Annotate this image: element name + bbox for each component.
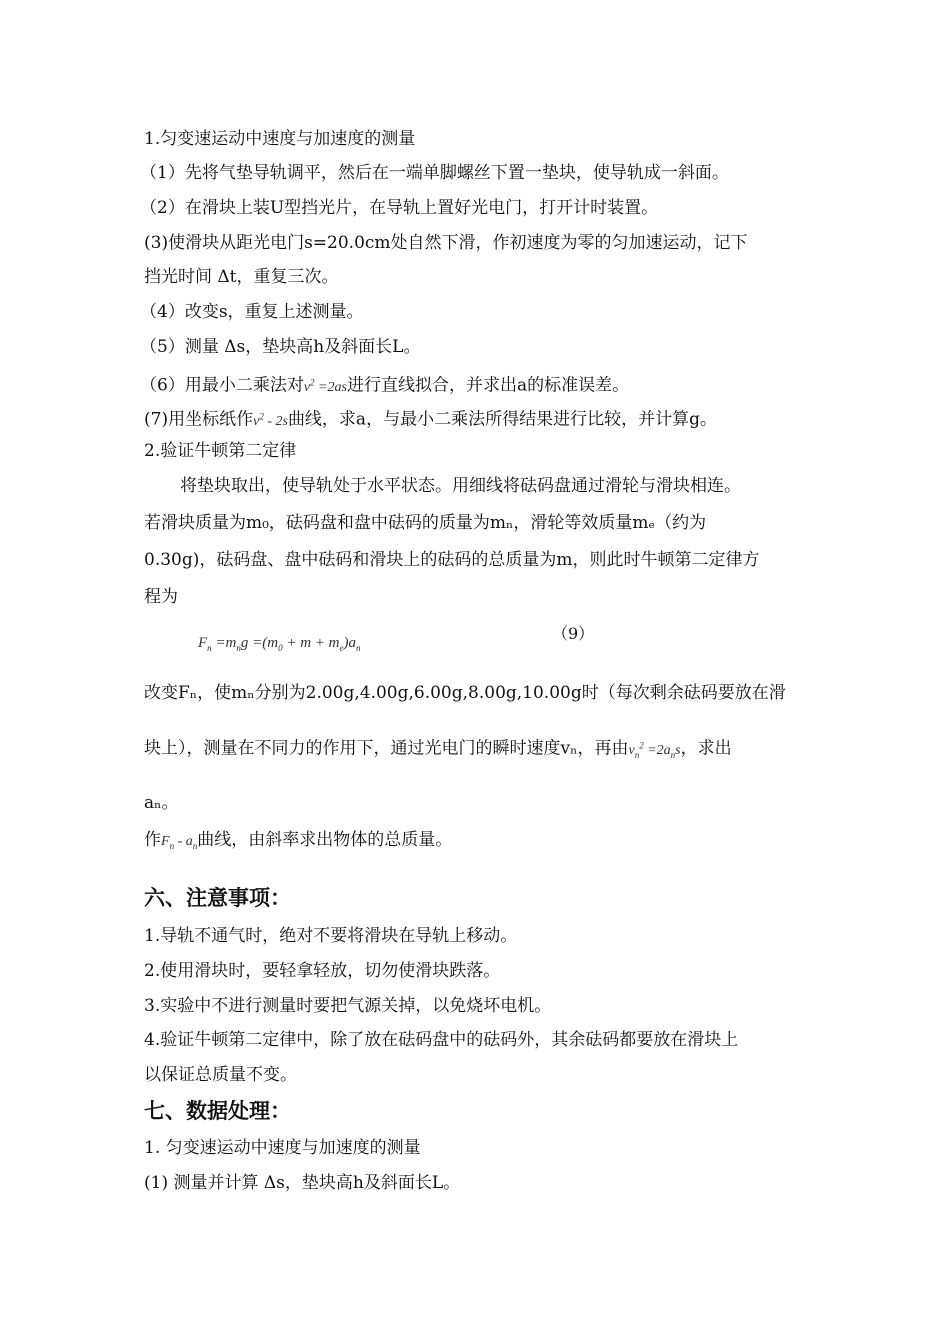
note-4-cont: 以保证总质量不变。 xyxy=(144,1065,297,1085)
heading-notes: 六、注意事项： xyxy=(144,886,291,910)
para-newton-4: 程为 xyxy=(144,587,178,607)
para-fn-an-text-a: 作 xyxy=(144,830,161,850)
step-1: （1）先将气垫导轨调平，然后在一端单脚螺丝下置一垫块，使导轨成一斜面。 xyxy=(140,163,729,183)
data-1-step-1: (1) 测量并计算 Δs，垫块高h及斜面长L。 xyxy=(144,1173,461,1193)
section-1-title: 1.匀变速运动中速度与加速度的测量 xyxy=(144,129,416,149)
formula-vn2-2an-s: $v_n^2 =2a_ns$ xyxy=(628,740,681,760)
para-newton-1: 将垫块取出，使导轨处于水平状态。用细线将砝码盘通过滑轮与滑块相连。 xyxy=(180,476,741,496)
section-2-title: 2.验证牛顿第二定律 xyxy=(144,441,297,461)
step-6 xyxy=(140,370,629,400)
note-3: 3.实验中不进行测量时要把气源关掉，以免烧坏电机。 xyxy=(144,996,552,1016)
step-7 xyxy=(144,404,717,434)
note-1: 1.导轨不通气时，绝对不要将滑块在导轨上移动。 xyxy=(144,926,518,946)
heading-data-processing: 七、数据处理： xyxy=(144,1099,291,1123)
note-4: 4.验证牛顿第二定律中，除了放在砝码盘中的砝码外，其余砝码都要放在滑块上 xyxy=(144,1030,739,1050)
para-newton-3: 0.30g)，砝码盘、盘中砝码和滑块上的砝码的总质量为m，则此时牛顿第二定律方 xyxy=(144,550,760,570)
step-6-text-a: （6）用最小二乘法对 xyxy=(140,375,304,396)
step-7-text-b: 曲线，求a，与最小二乘法所得结果进行比较，并计算g。 xyxy=(287,409,717,430)
para-newton-2: 若滑块质量为m₀，砝码盘和盘中砝码的质量为mₙ，滑轮等效质量mₑ（约为 xyxy=(144,513,707,533)
para-fn-an-text-b: 曲线，由斜率求出物体的总质量。 xyxy=(197,830,453,850)
data-1-title: 1. 匀变速运动中速度与加速度的测量 xyxy=(144,1138,421,1158)
step-2: （2）在滑块上装U型挡光片，在导轨上置好光电门，打开计时装置。 xyxy=(140,198,659,218)
para-measure-v xyxy=(144,733,732,766)
step-3-cont: 挡光时间 Δt，重复三次。 xyxy=(144,267,339,287)
para-fn-an xyxy=(144,828,452,858)
step-3: (3)使滑块从距光电门s=20.0cm处自然下滑，作初速度为零的匀加速运动，记下 xyxy=(144,233,748,253)
step-5: （5）测量 Δs，垫块高h及斜面长L。 xyxy=(140,337,421,357)
step-7-text-a: (7)用坐标纸作 xyxy=(144,409,254,430)
para-an: aₙ。 xyxy=(144,793,179,813)
step-6-text-b: 进行直线拟合，并求出a的标准误差。 xyxy=(346,375,630,396)
para-measure-v-text-b: ，求出 xyxy=(680,738,732,759)
formula-v2-2as: $v^2 =2as$ xyxy=(303,377,347,395)
step-4: （4）改变s，重复上述测量。 xyxy=(140,302,364,322)
para-change-fn: 改变Fₙ，使mₙ分别为2.00g,4.00g,6.00g,8.00g,10.00g时（每次剩余砝码要放在滑 xyxy=(144,683,786,703)
note-2: 2.使用滑块时，要轻拿轻放，切勿使滑块跌落。 xyxy=(144,961,501,981)
formula-fn-an: $F_n - a_n$ xyxy=(161,834,198,851)
para-measure-v-text-a: 块上），测量在不同力的作用下，通过光电门的瞬时速度vₙ，再由 xyxy=(144,738,629,759)
formula-newton-eq: $F_n =m_ng =(m_0 + m + m_e)a_n$ xyxy=(198,635,361,653)
equation-number: （9） xyxy=(552,624,595,643)
formula-v2-minus-2s: $v^2 - 2s$ xyxy=(253,411,288,429)
